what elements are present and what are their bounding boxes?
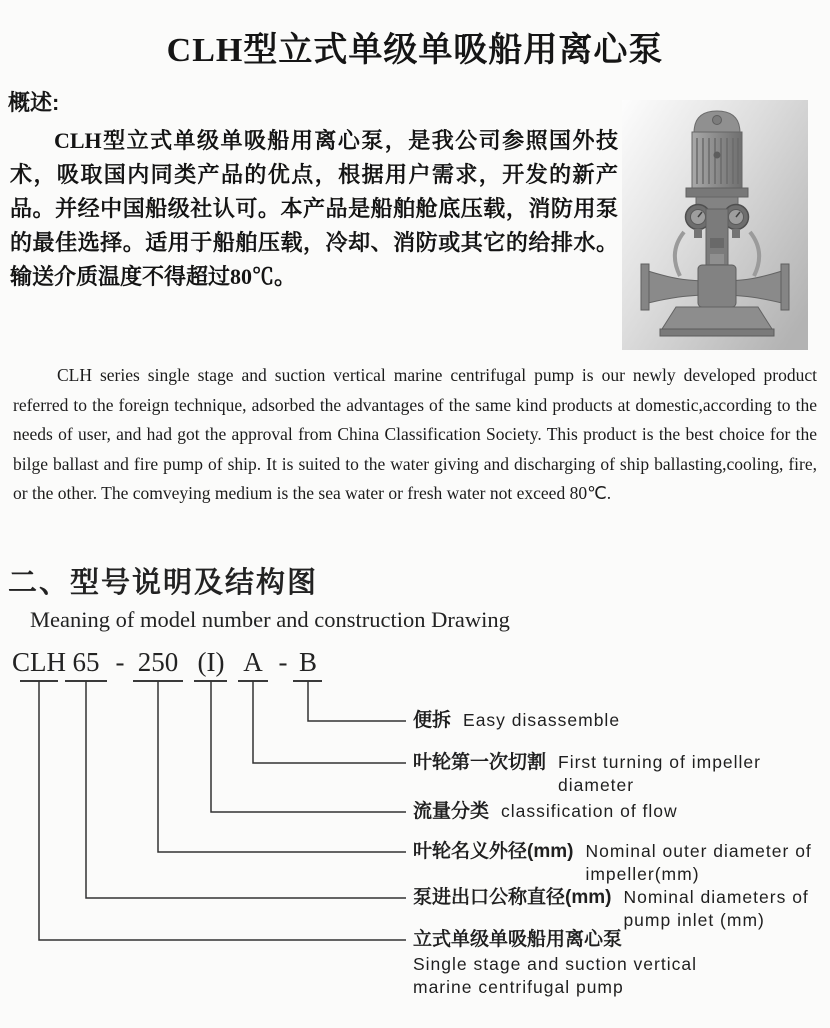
label-pump-type-en: Single stage and suction vertical marine centrifugal pump <box>413 954 697 997</box>
label-impeller-diameter <box>413 840 830 886</box>
overview-heading: 概述: <box>8 90 60 115</box>
pump-photo <box>622 100 808 350</box>
model-number-diagram <box>0 645 830 1028</box>
label-inlet-diameter <box>413 886 828 932</box>
label-easy-disassemble <box>413 709 620 732</box>
model-dash-1: - <box>115 647 125 677</box>
label-impeller-diameter-cn: 叶轮名义外径(mm) <box>413 841 574 862</box>
section2-heading-chinese: 二、型号说明及结构图 <box>8 567 319 599</box>
label-pump-type <box>413 928 713 999</box>
page-title: CLH型立式单级单吸船用离心泵 <box>166 32 664 69</box>
model-segment-impeller: 250 <box>137 647 179 677</box>
section2-heading-english: Meaning of model number and construction Drawing <box>30 607 510 632</box>
label-pump-type-cn: 立式单级单吸船用离心泵 <box>413 929 623 950</box>
model-segment-cut: A <box>243 647 263 677</box>
model-segment-series: CLH <box>12 647 66 677</box>
label-easy-disassemble-cn: 便拆 <box>413 710 452 731</box>
label-flow-classification <box>413 800 678 823</box>
label-first-turning <box>413 751 793 797</box>
model-segment-easy: B <box>298 647 318 677</box>
label-inlet-diameter-cn: 泵进出口公称直径(mm) <box>413 887 612 908</box>
label-impeller-diameter-en: Nominal outer diameter of impeller(mm) <box>585 841 812 884</box>
label-flow-classification-en: classification of flow <box>501 801 678 821</box>
label-flow-classification-cn: 流量分类 <box>413 801 490 822</box>
overview-paragraph-chinese: CLH型立式单级单吸船用离心泵，是我公司参照国外技术，吸取国内同类产品的优点，根据用户需求，开发的新产品。并经中国船级社认可。本产品是船舶舱底压载，消防用泵的最佳选择。适用于船舶压载，冷却、消防或其它的给排水。输送介质温度不得超过80℃。 <box>10 128 618 289</box>
label-inlet-diameter-en: Nominal diameters of pump inlet (mm) <box>623 887 809 930</box>
label-first-turning-cn: 叶轮第一次切割 <box>413 752 547 773</box>
label-easy-disassemble-en: Easy disassemble <box>463 710 621 730</box>
model-dash-2: - <box>278 647 288 677</box>
label-first-turning-en: First turning of impeller diameter <box>558 752 761 795</box>
overview-paragraph-english: CLH series single stage and suction vertical marine centrifugal pump is our newly developed product referred to the foreign technique, adsorbed the advantages of the same kind products at domestic,according to the needs of user, and had got the approval from China Classification Society. This product is the best choice for the bilge ballast and fire pump of ship. It is suited to the water giving and discharging of ship ballasting,cooling, fire, or the other. The comveying medium is the sea water or fresh water not exceed 80℃. <box>13 365 817 503</box>
pump-illustration <box>622 100 808 350</box>
model-segment-flow-class: (I) <box>197 647 225 677</box>
model-segment-inlet: 65 <box>72 647 100 677</box>
